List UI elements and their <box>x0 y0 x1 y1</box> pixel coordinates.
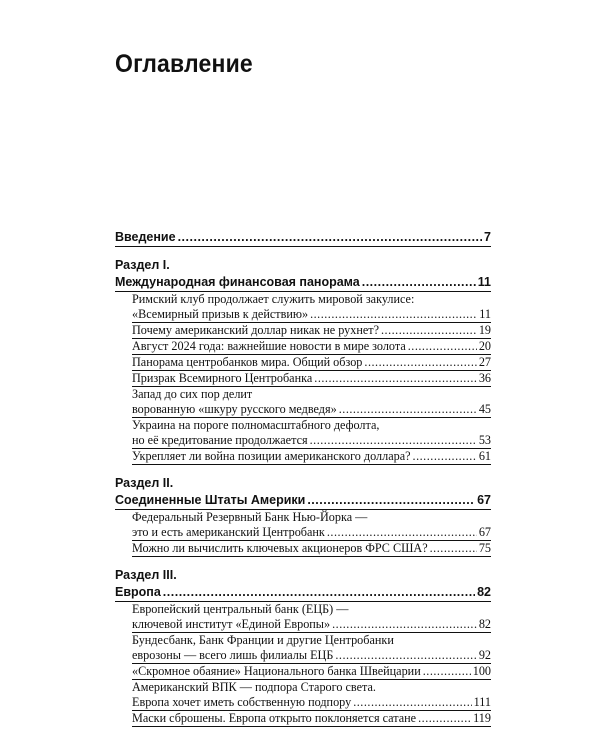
dot-leader <box>413 449 477 464</box>
toc-page-number: 45 <box>478 402 491 416</box>
toc-entry-label: Украина на пороге полномасштабного дефолта, <box>132 418 380 432</box>
section-2 <box>115 475 491 557</box>
toc-entry-line[interactable] <box>132 418 491 433</box>
section-heading[interactable] <box>115 584 491 602</box>
dot-leader <box>314 371 477 386</box>
toc-page-number: 82 <box>478 617 491 631</box>
toc-entry-label: Почему американский доллар никак не рухнет? <box>132 323 379 337</box>
toc-page-number: 92 <box>478 648 491 662</box>
section-label: Раздел III. <box>115 568 177 582</box>
toc-entry-label: ворованную «шкуру русского медведя» <box>132 402 337 416</box>
toc-entry-line[interactable] <box>132 633 491 648</box>
toc-entry-label: Американский ВПК — подпора Старого света. <box>132 680 376 694</box>
table-of-contents <box>115 229 491 727</box>
toc-entry[interactable] <box>132 371 491 387</box>
toc-entry-label: Укрепляет ли война позиции американского доллара? <box>132 449 411 463</box>
toc-page-number: 36 <box>478 371 491 385</box>
toc-page-number: 20 <box>478 339 491 353</box>
toc-entry[interactable] <box>132 525 491 541</box>
section-label: Раздел I. <box>115 258 170 272</box>
dot-leader <box>423 664 471 679</box>
toc-entry-label: Маски сброшены. Европа открыто поклоняется сатане <box>132 711 417 725</box>
toc-entry-label: Европа хочет иметь собственную подпору <box>132 695 352 709</box>
toc-page-number: 11 <box>479 307 491 321</box>
dot-leader <box>381 323 477 338</box>
dot-leader <box>418 711 471 726</box>
toc-entry-line[interactable] <box>132 680 491 695</box>
toc-page-number: 27 <box>478 355 491 369</box>
dot-leader <box>335 648 476 663</box>
toc-entry-label: это и есть американский Центробанк <box>132 525 325 539</box>
section-3 <box>115 567 491 727</box>
toc-entry-label: «Всемирный призыв к действию» <box>132 307 309 321</box>
toc-page-number: 53 <box>478 433 491 447</box>
dot-leader <box>178 229 482 246</box>
section-heading-label: Европа <box>115 585 161 599</box>
toc-entry[interactable] <box>132 402 491 418</box>
toc-entry-label: еврозоны — всего лишь филиалы ЕЦБ <box>132 648 334 662</box>
toc-entry-label: Запад до сих пор делит <box>132 387 253 401</box>
toc-entry[interactable] <box>132 648 491 664</box>
toc-page-number: 67 <box>477 493 491 507</box>
toc-entry[interactable] <box>132 617 491 633</box>
toc-entry-label: Август 2024 года: важнейшие новости в мире золота <box>132 339 406 353</box>
toc-page-number: 119 <box>473 711 491 725</box>
toc-entry[interactable] <box>132 711 491 727</box>
toc-page-number: 67 <box>478 525 491 539</box>
toc-entry-label: Федеральный Резервный Банк Нью-Йорка — <box>132 510 368 524</box>
toc-entry-line[interactable] <box>132 510 491 525</box>
toc-entry-line[interactable] <box>132 602 491 617</box>
dot-leader <box>339 402 477 417</box>
toc-page-number: 61 <box>478 449 491 463</box>
dot-leader <box>310 307 477 322</box>
toc-entry[interactable] <box>132 433 491 449</box>
dot-leader <box>327 525 477 540</box>
toc-entry[interactable] <box>132 307 491 323</box>
toc-entry-label: Введение <box>115 230 176 244</box>
section-heading[interactable] <box>115 492 491 510</box>
toc-page-number: 111 <box>473 695 491 709</box>
toc-entry-label: «Скромное обаяние» Национального банка Швейцарии <box>132 664 421 678</box>
toc-entry-label: Можно ли вычислить ключевых акционеров ФРС США? <box>132 541 428 555</box>
toc-entry-label: Панорама центробанков мира. Общий обзор <box>132 355 363 369</box>
toc-entry[interactable] <box>132 323 491 339</box>
section-label: Раздел II. <box>115 476 174 490</box>
toc-page-number: 11 <box>477 275 491 289</box>
toc-entry[interactable] <box>132 541 491 557</box>
section-heading[interactable] <box>115 274 491 292</box>
toc-page-number: 82 <box>477 585 491 599</box>
dot-leader <box>430 541 477 556</box>
toc-page-number: 100 <box>472 664 491 678</box>
dot-leader <box>353 695 471 710</box>
toc-entry-line[interactable] <box>132 292 491 307</box>
toc-entry[interactable] <box>132 449 491 465</box>
toc-entry[interactable] <box>132 695 491 711</box>
toc-entry-line[interactable] <box>132 387 491 402</box>
toc-page-number: 19 <box>478 323 491 337</box>
toc-entry-label: Римский клуб продолжает служить мировой закулисе: <box>132 292 415 306</box>
page-title: Оглавление <box>115 50 253 78</box>
dot-leader <box>310 433 477 448</box>
toc-entry-label: но её кредитование продолжается <box>132 433 308 447</box>
dot-leader <box>307 492 475 509</box>
toc-entry[interactable] <box>132 664 491 680</box>
toc-entry-intro[interactable] <box>115 229 491 247</box>
toc-entry[interactable] <box>132 355 491 371</box>
toc-entry-label: Призрак Всемирного Центробанка <box>132 371 313 385</box>
toc-entry-label: Бундесбанк, Банк Франции и другие Центробанки <box>132 633 394 647</box>
dot-leader <box>362 274 476 291</box>
toc-page-number: 75 <box>478 541 491 555</box>
toc-entry[interactable] <box>132 339 491 355</box>
dot-leader <box>408 339 477 354</box>
dot-leader <box>163 584 475 601</box>
dot-leader <box>332 617 477 632</box>
toc-page-number: 7 <box>484 230 491 244</box>
section-heading-label: Международная финансовая панорама <box>115 275 360 289</box>
toc-entry-label: Европейский центральный банк (ЕЦБ) — <box>132 602 349 616</box>
section-heading-label: Соединенные Штаты Америки <box>115 493 306 507</box>
dot-leader <box>364 355 476 370</box>
section-1 <box>115 257 491 465</box>
toc-entry-label: ключевой институт «Единой Европы» <box>132 617 331 631</box>
